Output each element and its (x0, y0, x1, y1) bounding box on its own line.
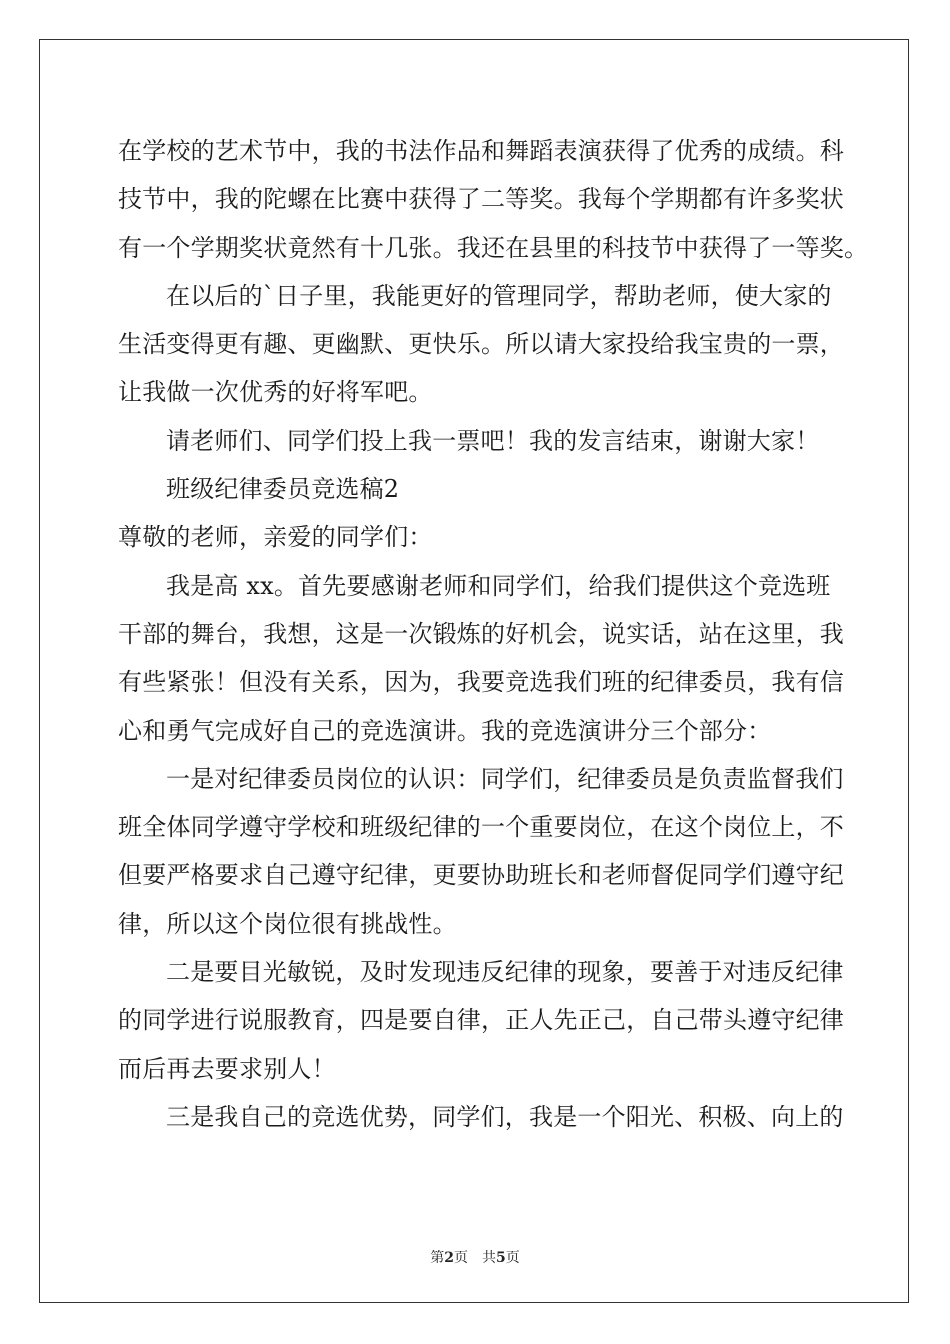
paragraph-line: 请老师们、同学们投上我一票吧！我的发言结束，谢谢大家！ (166, 426, 820, 455)
paragraph-line: 有些紧张！但没有关系，因为，我要竞选我们班的纪律委员，我有信 (118, 668, 844, 697)
paragraph-line: 二是要目光敏锐，及时发现违反纪律的现象，要善于对违反纪律 (166, 958, 844, 987)
salutation: 尊敬的老师，亲爱的同学们： (118, 523, 433, 552)
paragraph-line: 班全体同学遵守学校和班级纪律的一个重要岗位，在这个岗位上，不 (118, 813, 844, 842)
paragraph-line: 技节中，我的陀螺在比赛中获得了二等奖。我每个学期都有许多奖状 (118, 185, 844, 214)
page-number: 第2页 (430, 1250, 468, 1266)
paragraph-line: 但要严格要求自己遵守纪律，更要协助班长和老师督促同学们遵守纪 (118, 861, 844, 890)
paragraph-line: 而后再去要求别人！ (118, 1054, 336, 1083)
page-footer (0, 1247, 950, 1267)
paragraph-line: 有一个学期奖状竟然有十几张。我还在县里的科技节中获得了一等奖。 (118, 233, 869, 262)
paragraph-line: 干部的舞台，我想，这是一次锻炼的好机会，说实话，站在这里，我 (118, 619, 844, 648)
section-title: 班级纪律委员竞选稿2 (166, 475, 400, 504)
paragraph-line: 让我做一次优秀的好将军吧。 (118, 378, 433, 407)
paragraph-line: 心和勇气完成好自己的竞选演讲。我的竞选演讲分三个部分： (118, 716, 772, 745)
paragraph-line: 的同学进行说服教育，四是要自律，正人先正己，自己带头遵守纪律 (118, 1006, 844, 1035)
page-total: 共5页 (482, 1250, 520, 1266)
document-body (118, 127, 869, 1141)
paragraph-line: 在以后的`日子里，我能更好的管理同学，帮助老师，使大家的 (166, 281, 832, 310)
paragraph-line: 我是高 xx。首先要感谢老师和同学们，给我们提供这个竞选班 (166, 571, 831, 600)
paragraph-line: 律，所以这个岗位很有挑战性。 (118, 909, 457, 938)
paragraph-line: 生活变得更有趣、更幽默、更快乐。所以请大家投给我宝贵的一票， (118, 330, 844, 359)
paragraph-line: 一是对纪律委员岗位的认识：同学们，纪律委员是负责监督我们 (166, 764, 844, 793)
paragraph-line: 三是我自己的竞选优势，同学们，我是一个阳光、积极、向上的 (166, 1102, 844, 1131)
paragraph-line: 在学校的艺术节中，我的书法作品和舞蹈表演获得了优秀的成绩。科 (118, 137, 844, 165)
